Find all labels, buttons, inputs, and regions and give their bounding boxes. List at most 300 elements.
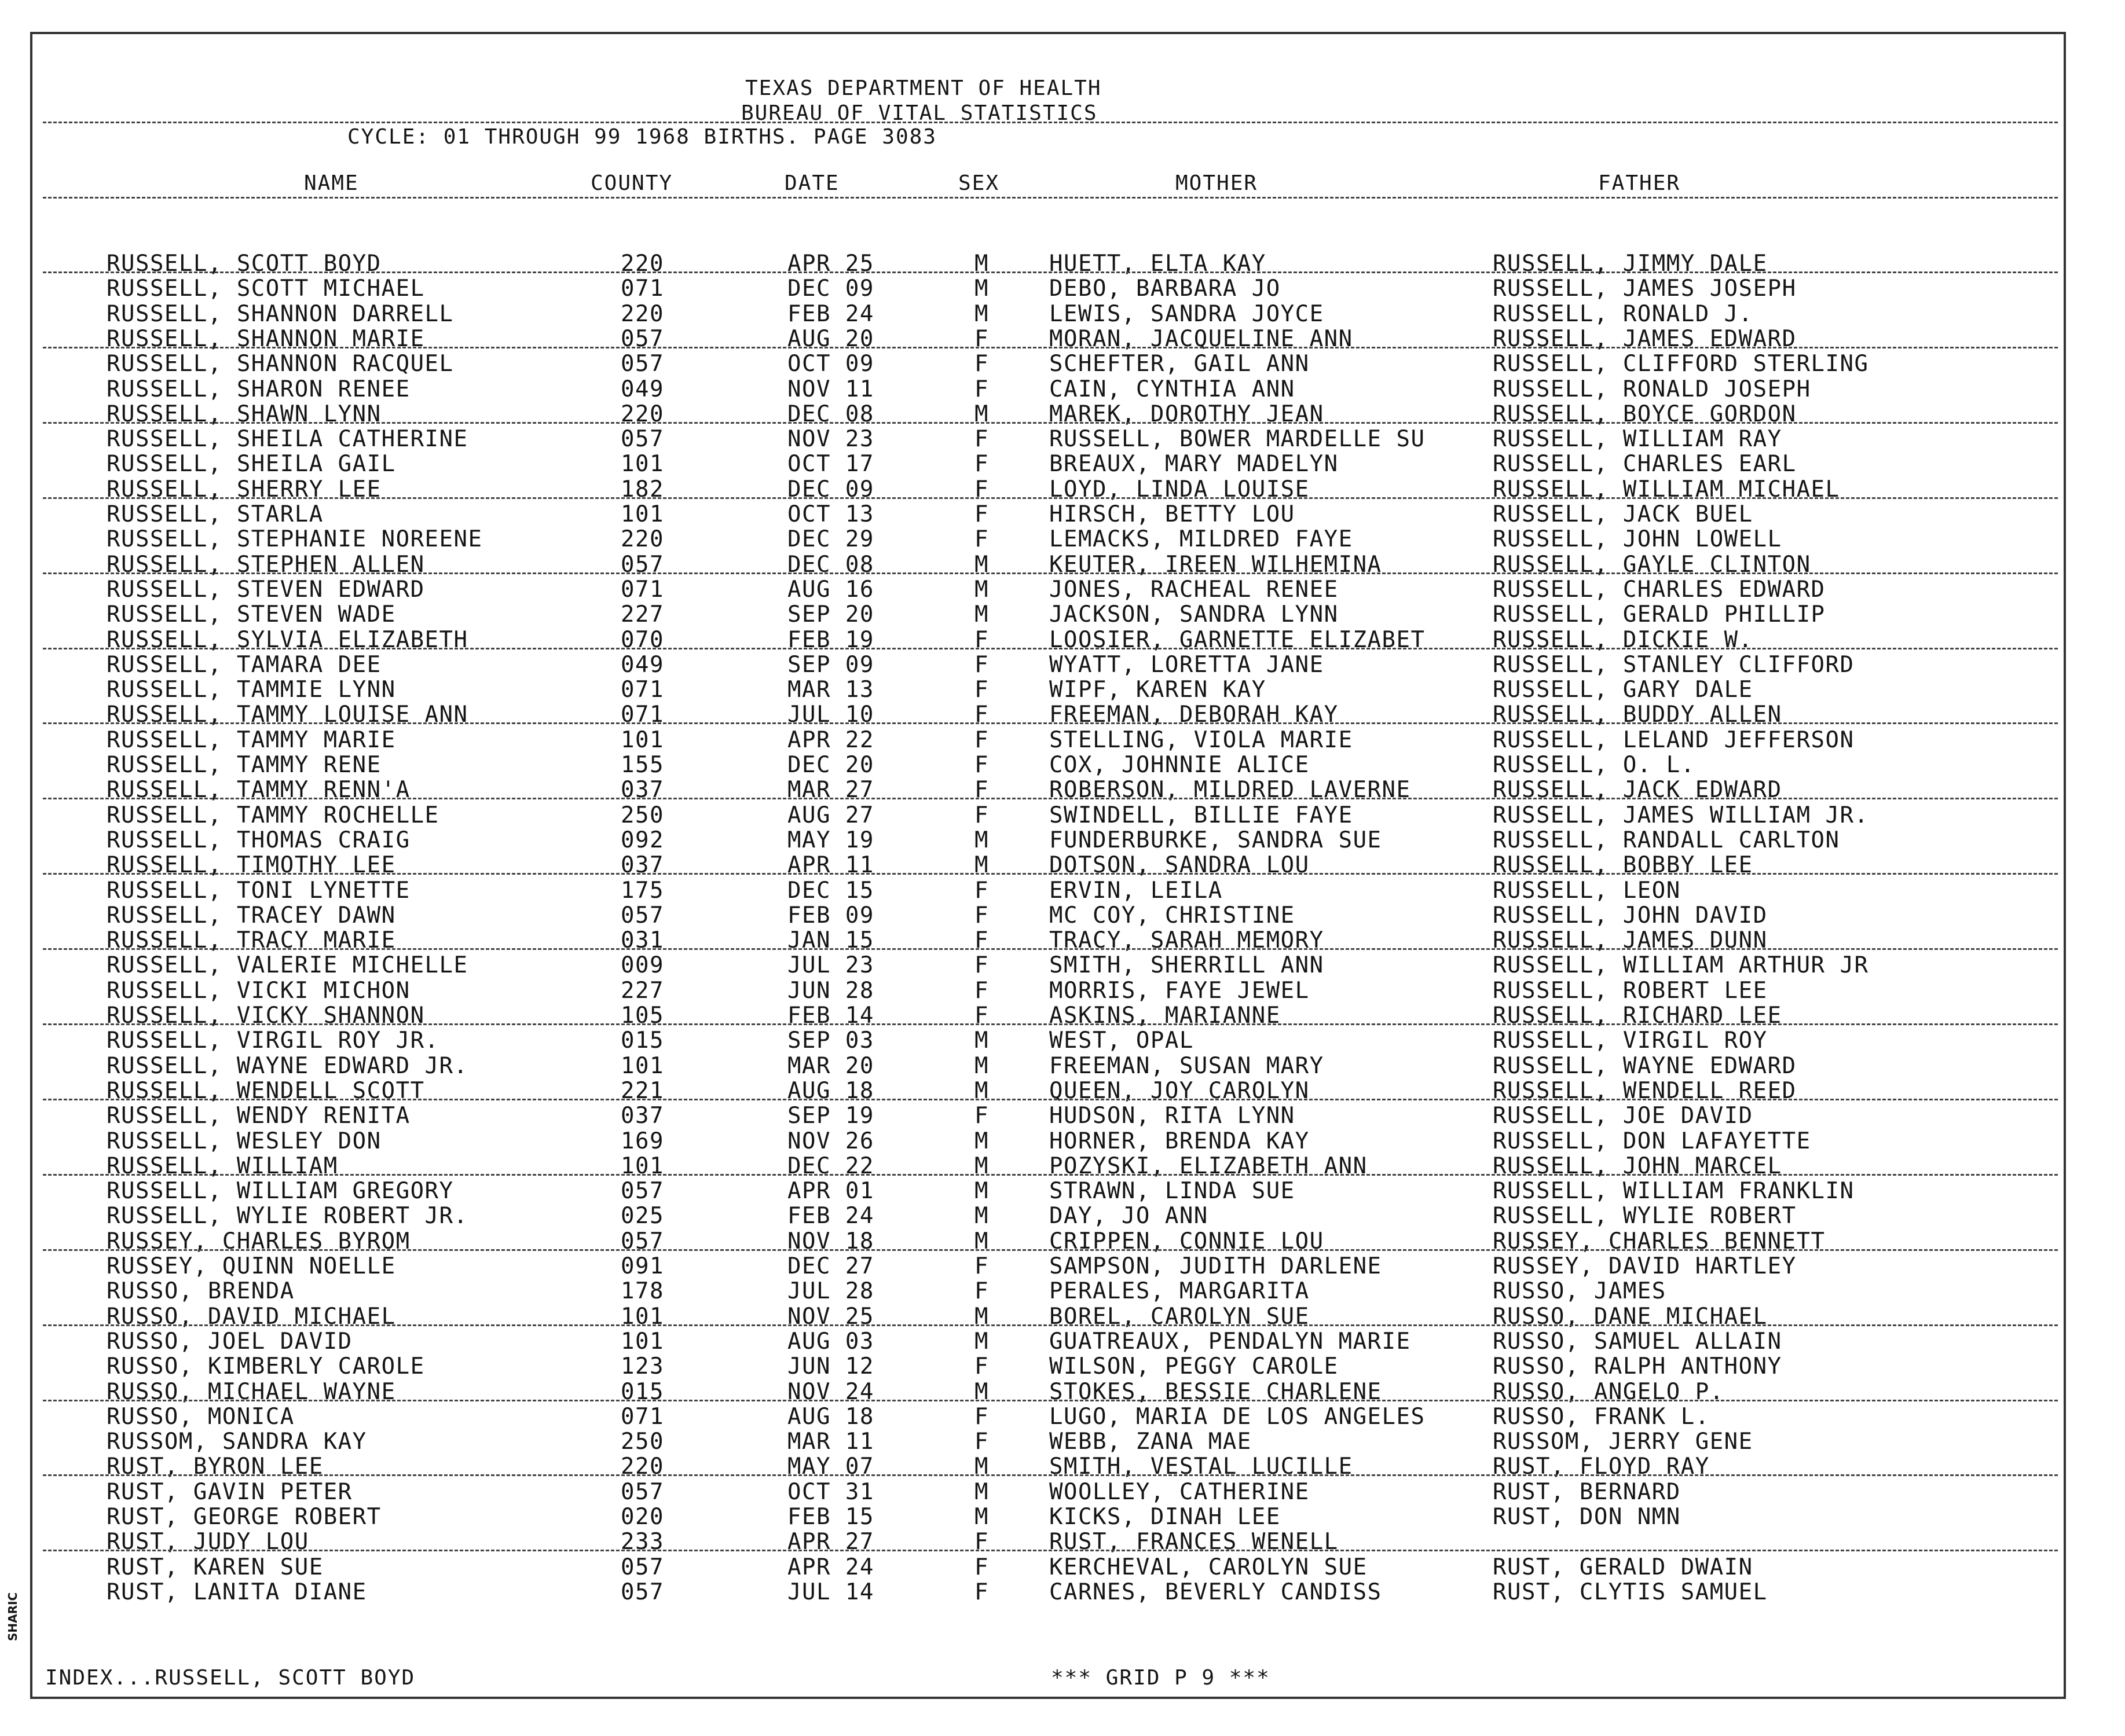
table-row xyxy=(0,1053,2125,1078)
cell-name: RUSSEY, QUINN NOELLE xyxy=(107,1253,396,1279)
table-row xyxy=(0,251,2125,276)
cell-date: JUL 28 xyxy=(787,1278,874,1304)
cell-date: MAR 27 xyxy=(787,777,874,803)
row-group-divider xyxy=(43,497,2058,499)
cell-sex: F xyxy=(974,752,989,778)
table-row xyxy=(0,1529,2125,1554)
cell-date: MAY 19 xyxy=(787,827,874,853)
cell-name: RUSSELL, TAMARA DEE xyxy=(107,652,382,678)
cell-sex: F xyxy=(974,376,989,402)
cell-mother: CRIPPEN, CONNIE LOU xyxy=(1049,1228,1324,1254)
cell-county: 071 xyxy=(621,702,664,728)
cell-father: RUSSELL, VIRGIL ROY xyxy=(1493,1027,1768,1054)
cell-sex: M xyxy=(974,1053,989,1079)
cell-name: RUSSELL, TAMMY ROCHELLE xyxy=(107,802,439,828)
cell-father: RUST, DON NMN xyxy=(1493,1504,1681,1530)
cell-sex: F xyxy=(974,1404,989,1430)
row-group-divider xyxy=(43,722,2058,724)
cell-county: 227 xyxy=(621,978,664,1004)
cell-name: RUST, GAVIN PETER xyxy=(107,1479,353,1505)
cell-mother: MORRIS, FAYE JEWEL xyxy=(1049,978,1310,1004)
cell-father: RUST, GERALD DWAIN xyxy=(1493,1554,1753,1580)
cell-county: 049 xyxy=(621,652,664,678)
cell-date: JUN 12 xyxy=(787,1353,874,1379)
table-row xyxy=(0,1203,2125,1228)
table-row xyxy=(0,526,2125,551)
cell-father: RUSSO, ANGELO P. xyxy=(1493,1379,1724,1405)
table-row xyxy=(0,727,2125,752)
cell-date: MAR 20 xyxy=(787,1053,874,1079)
cell-name: RUSSELL, TRACEY DAWN xyxy=(107,902,396,928)
cell-county: 071 xyxy=(621,276,664,302)
cell-county: 015 xyxy=(621,1379,664,1405)
cell-father: RUSSO, FRANK L. xyxy=(1493,1404,1710,1430)
cell-county: 037 xyxy=(621,852,664,878)
cell-sex: F xyxy=(974,1103,989,1129)
cell-mother: SAMPSON, JUDITH DARLENE xyxy=(1049,1253,1382,1279)
table-row xyxy=(0,827,2125,852)
cell-name: RUSSELL, WILLIAM xyxy=(107,1153,338,1179)
cell-name: RUST, BYRON LEE xyxy=(107,1454,324,1480)
cell-father: RUSSELL, JOHN MARCEL xyxy=(1493,1153,1782,1179)
side-stamp: SHARIC xyxy=(6,1592,20,1641)
cell-sex: F xyxy=(974,451,989,477)
cell-mother: WEBB, ZANA MAE xyxy=(1049,1429,1252,1455)
cell-name: RUSSO, DAVID MICHAEL xyxy=(107,1304,396,1330)
cell-sex: F xyxy=(974,677,989,703)
cell-father: RUSSELL, RONALD JOSEPH xyxy=(1493,376,1811,402)
table-row xyxy=(0,1554,2125,1579)
cell-name: RUSSELL, VICKY SHANNON xyxy=(107,1003,425,1029)
cell-sex: F xyxy=(974,1529,989,1555)
cell-date: OCT 13 xyxy=(787,501,874,527)
cell-mother: LEMACKS, MILDRED FAYE xyxy=(1049,526,1353,552)
row-group-divider xyxy=(43,798,2058,799)
cell-father: RUSSELL, JOHN DAVID xyxy=(1493,902,1768,928)
footer-index: INDEX...RUSSELL, SCOTT BOYD xyxy=(45,1666,416,1690)
table-row xyxy=(0,952,2125,977)
cell-father: RUSSELL, JAMES DUNN xyxy=(1493,927,1768,953)
cell-mother: RUST, FRANCES WENELL xyxy=(1049,1529,1339,1555)
cell-sex: F xyxy=(974,1253,989,1279)
cell-date: SEP 09 xyxy=(787,652,874,678)
cell-county: 175 xyxy=(621,878,664,904)
cell-mother: TRACY, SARAH MEMORY xyxy=(1049,927,1324,953)
cell-father: RUSSELL, WYLIE ROBERT xyxy=(1493,1203,1797,1229)
col-header-sex: SEX xyxy=(958,171,1000,195)
row-group-divider xyxy=(43,1474,2058,1476)
cell-father: RUSSELL, RICHARD LEE xyxy=(1493,1003,1782,1029)
cell-county: 227 xyxy=(621,601,664,627)
cell-mother: WOOLLEY, CATHERINE xyxy=(1049,1479,1310,1505)
cell-sex: M xyxy=(974,1379,989,1405)
cell-name: RUSSO, MONICA xyxy=(107,1404,295,1430)
cell-county: 092 xyxy=(621,827,664,853)
cell-date: DEC 08 xyxy=(787,552,874,578)
table-row xyxy=(0,501,2125,526)
row-group-divider xyxy=(43,271,2058,273)
header-agency: TEXAS DEPARTMENT OF HEALTH xyxy=(745,76,1102,100)
cell-father: RUSSELL, BOBBY LEE xyxy=(1493,852,1753,878)
cell-sex: M xyxy=(974,1228,989,1254)
cell-date: FEB 24 xyxy=(787,1203,874,1229)
cell-sex: M xyxy=(974,1153,989,1179)
cell-name: RUSSELL, VIRGIL ROY JR. xyxy=(107,1027,439,1054)
footer-grid: *** GRID P 9 *** xyxy=(1051,1666,1270,1690)
cell-father: RUSSELL, JACK EDWARD xyxy=(1493,777,1782,803)
table-row xyxy=(0,1153,2125,1178)
cell-father: RUSSELL, JAMES WILLIAM JR. xyxy=(1493,802,1869,828)
cell-father: RUSSELL, JACK BUEL xyxy=(1493,501,1753,527)
cell-date: JUL 10 xyxy=(787,702,874,728)
cell-name: RUSSOM, SANDRA KAY xyxy=(107,1429,367,1455)
cell-name: RUSSO, BRENDA xyxy=(107,1278,295,1304)
cell-date: FEB 19 xyxy=(787,627,874,653)
cell-date: DEC 09 xyxy=(787,476,874,502)
cell-father: RUSSO, DANE MICHAEL xyxy=(1493,1304,1768,1330)
table-row xyxy=(0,1479,2125,1504)
cell-name: RUSSELL, WILLIAM GREGORY xyxy=(107,1178,454,1204)
cell-county: 220 xyxy=(621,526,664,552)
cell-sex: M xyxy=(974,1027,989,1054)
cell-date: JUL 23 xyxy=(787,952,874,978)
cell-sex: M xyxy=(974,1128,989,1154)
cell-county: 009 xyxy=(621,952,664,978)
cell-mother: STELLING, VIOLA MARIE xyxy=(1049,727,1353,753)
cell-mother: BREAUX, MARY MADELYN xyxy=(1049,451,1339,477)
cell-county: 101 xyxy=(621,501,664,527)
cell-sex: M xyxy=(974,401,989,427)
table-row xyxy=(0,401,2125,426)
col-header-father: FATHER xyxy=(1598,171,1681,195)
cell-name: RUSSELL, VALERIE MICHELLE xyxy=(107,952,468,978)
cell-father: RUSSELL, ROBERT LEE xyxy=(1493,978,1768,1004)
cell-mother: LUGO, MARIA DE LOS ANGELES xyxy=(1049,1404,1426,1430)
cell-father: RUSSELL, O. L. xyxy=(1493,752,1695,778)
cell-mother: LOYD, LINDA LOUISE xyxy=(1049,476,1310,502)
cell-date: MAR 11 xyxy=(787,1429,874,1455)
cell-date: JAN 15 xyxy=(787,927,874,953)
cell-date: APR 01 xyxy=(787,1178,874,1204)
cell-date: DEC 29 xyxy=(787,526,874,552)
cell-name: RUSSELL, SHANNON RACQUEL xyxy=(107,351,454,377)
cell-mother: JONES, RACHEAL RENEE xyxy=(1049,577,1339,603)
row-group-divider xyxy=(43,347,2058,348)
cell-name: RUST, JUDY LOU xyxy=(107,1529,309,1555)
cell-county: 057 xyxy=(621,351,664,377)
table-row xyxy=(0,1103,2125,1128)
cell-date: FEB 09 xyxy=(787,902,874,928)
cell-sex: F xyxy=(974,777,989,803)
table-row xyxy=(0,1353,2125,1378)
cell-county: 070 xyxy=(621,627,664,653)
cell-mother: KICKS, DINAH LEE xyxy=(1049,1504,1281,1530)
cell-date: DEC 08 xyxy=(787,401,874,427)
cell-mother: HORNER, BRENDA KAY xyxy=(1049,1128,1310,1154)
header-divider xyxy=(43,122,2058,123)
table-row xyxy=(0,1128,2125,1153)
cell-county: 155 xyxy=(621,752,664,778)
row-group-divider xyxy=(43,572,2058,574)
cell-county: 169 xyxy=(621,1128,664,1154)
cell-name: RUSSELL, TRACY MARIE xyxy=(107,927,396,953)
table-row xyxy=(0,702,2125,726)
table-row xyxy=(0,1178,2125,1203)
cell-name: RUSSELL, SHAWN LYNN xyxy=(107,401,382,427)
cell-sex: F xyxy=(974,351,989,377)
cell-father: RUST, BERNARD xyxy=(1493,1479,1681,1505)
cell-sex: M xyxy=(974,852,989,878)
cell-father: RUSSELL, GARY DALE xyxy=(1493,677,1753,703)
cell-date: DEC 15 xyxy=(787,878,874,904)
cell-county: 020 xyxy=(621,1504,664,1530)
cell-date: FEB 24 xyxy=(787,301,874,327)
cell-mother: KERCHEVAL, CAROLYN SUE xyxy=(1049,1554,1368,1580)
cell-father: RUSSELL, WENDELL REED xyxy=(1493,1078,1797,1104)
cell-name: RUSSELL, SHANNON MARIE xyxy=(107,326,425,352)
cell-sex: M xyxy=(974,1203,989,1229)
cell-mother: SCHEFTER, GAIL ANN xyxy=(1049,351,1310,377)
cell-mother: QUEEN, JOY CAROLYN xyxy=(1049,1078,1310,1104)
col-header-date: DATE xyxy=(785,171,840,195)
cell-mother: BOREL, CAROLYN SUE xyxy=(1049,1304,1310,1330)
cell-date: AUG 16 xyxy=(787,577,874,603)
cell-sex: F xyxy=(974,927,989,953)
table-row xyxy=(0,1328,2125,1353)
cell-mother: ROBERSON, MILDRED LAVERNE xyxy=(1049,777,1411,803)
cell-date: NOV 23 xyxy=(787,426,874,452)
cell-sex: F xyxy=(974,952,989,978)
table-row xyxy=(0,351,2125,376)
cell-mother: FREEMAN, DEBORAH KAY xyxy=(1049,702,1339,728)
table-row xyxy=(0,978,2125,1003)
cell-sex: F xyxy=(974,426,989,452)
cell-name: RUSSELL, TIMOTHY LEE xyxy=(107,852,396,878)
cell-sex: F xyxy=(974,652,989,678)
cell-sex: F xyxy=(974,978,989,1004)
cell-mother: HUETT, ELTA KAY xyxy=(1049,251,1266,277)
row-group-divider xyxy=(43,1550,2058,1551)
cell-father: RUSSELL, JOE DAVID xyxy=(1493,1103,1753,1129)
cell-county: 101 xyxy=(621,1053,664,1079)
col-header-mother: MOTHER xyxy=(1175,171,1258,195)
cell-mother: HUDSON, RITA LYNN xyxy=(1049,1103,1295,1129)
cell-father: RUST, CLYTIS SAMUEL xyxy=(1493,1579,1768,1605)
table-row xyxy=(0,777,2125,802)
cell-county: 071 xyxy=(621,1404,664,1430)
cell-date: AUG 20 xyxy=(787,326,874,352)
cell-mother: FUNDERBURKE, SANDRA SUE xyxy=(1049,827,1382,853)
cell-date: DEC 20 xyxy=(787,752,874,778)
row-group-divider xyxy=(43,1099,2058,1100)
table-row xyxy=(0,1404,2125,1429)
table-row xyxy=(0,1504,2125,1529)
cell-date: APR 11 xyxy=(787,852,874,878)
table-row xyxy=(0,601,2125,626)
table-row xyxy=(0,426,2125,451)
cell-sex: F xyxy=(974,1429,989,1455)
cell-county: 091 xyxy=(621,1253,664,1279)
table-row xyxy=(0,552,2125,577)
cell-date: SEP 20 xyxy=(787,601,874,627)
cell-sex: F xyxy=(974,476,989,502)
cell-sex: M xyxy=(974,251,989,277)
cell-father: RUSSOM, JERRY GENE xyxy=(1493,1429,1753,1455)
cell-date: FEB 15 xyxy=(787,1504,874,1530)
cell-date: AUG 27 xyxy=(787,802,874,828)
cell-mother: KEUTER, IREEN WILHEMINA xyxy=(1049,552,1382,578)
cell-sex: F xyxy=(974,526,989,552)
cell-mother: DAY, JO ANN xyxy=(1049,1203,1208,1229)
cell-date: NOV 25 xyxy=(787,1304,874,1330)
cell-sex: F xyxy=(974,802,989,828)
col-header-county: COUNTY xyxy=(591,171,673,195)
table-row xyxy=(0,1429,2125,1454)
cell-county: 071 xyxy=(621,677,664,703)
cell-name: RUSSELL, WENDY RENITA xyxy=(107,1103,411,1129)
cell-mother: CAIN, CYNTHIA ANN xyxy=(1049,376,1295,402)
cell-father: RUSSEY, CHARLES BENNETT xyxy=(1493,1228,1826,1254)
table-row xyxy=(0,276,2125,300)
table-row xyxy=(0,577,2125,601)
cell-date: AUG 18 xyxy=(787,1078,874,1104)
cell-father: RUSSO, RALPH ANTHONY xyxy=(1493,1353,1782,1379)
cell-date: JUL 14 xyxy=(787,1579,874,1605)
cell-county: 049 xyxy=(621,376,664,402)
cell-sex: F xyxy=(974,1353,989,1379)
cell-county: 182 xyxy=(621,476,664,502)
cell-county: 101 xyxy=(621,1328,664,1355)
cell-name: RUSSELL, WESLEY DON xyxy=(107,1128,382,1154)
cell-name: RUST, KAREN SUE xyxy=(107,1554,324,1580)
cell-sex: M xyxy=(974,301,989,327)
cell-name: RUST, LANITA DIANE xyxy=(107,1579,367,1605)
cell-name: RUSSEY, CHARLES BYROM xyxy=(107,1228,411,1254)
cell-name: RUSSELL, TAMMIE LYNN xyxy=(107,677,396,703)
cell-mother: LEWIS, SANDRA JOYCE xyxy=(1049,301,1324,327)
cell-sex: M xyxy=(974,1078,989,1104)
cell-sex: F xyxy=(974,878,989,904)
cell-mother: ERVIN, LEILA xyxy=(1049,878,1223,904)
table-row xyxy=(0,326,2125,351)
cell-date: DEC 27 xyxy=(787,1253,874,1279)
cell-mother: FREEMAN, SUSAN MARY xyxy=(1049,1053,1324,1079)
table-row xyxy=(0,878,2125,902)
cell-father: RUSSELL, BUDDY ALLEN xyxy=(1493,702,1782,728)
row-group-divider xyxy=(43,1400,2058,1401)
cell-county: 105 xyxy=(621,1003,664,1029)
cell-father: RUSSELL, JIMMY DALE xyxy=(1493,251,1768,277)
cell-father: RUSSELL, WAYNE EDWARD xyxy=(1493,1053,1797,1079)
table-row xyxy=(0,752,2125,777)
cell-county: 250 xyxy=(621,1429,664,1455)
cell-county: 025 xyxy=(621,1203,664,1229)
cell-mother: GUATREAUX, PENDALYN MARIE xyxy=(1049,1328,1411,1355)
cell-mother: COX, JOHNNIE ALICE xyxy=(1049,752,1310,778)
cell-date: AUG 18 xyxy=(787,1404,874,1430)
table-row xyxy=(0,652,2125,677)
cell-father: RUSSELL, RONALD J. xyxy=(1493,301,1753,327)
cell-mother: STRAWN, LINDA SUE xyxy=(1049,1178,1295,1204)
cell-mother: ASKINS, MARIANNE xyxy=(1049,1003,1281,1029)
cell-sex: F xyxy=(974,1579,989,1605)
row-group-divider xyxy=(43,1249,2058,1251)
cell-father: RUSSELL, LELAND JEFFERSON xyxy=(1493,727,1855,753)
cell-mother: SMITH, VESTAL LUCILLE xyxy=(1049,1454,1353,1480)
cell-date: DEC 09 xyxy=(787,276,874,302)
cell-sex: F xyxy=(974,1278,989,1304)
cell-mother: RUSSELL, BOWER MARDELLE SU xyxy=(1049,426,1426,452)
cell-date: OCT 09 xyxy=(787,351,874,377)
cell-name: RUSSELL, TAMMY LOUISE ANN xyxy=(107,702,468,728)
cell-mother: JACKSON, SANDRA LYNN xyxy=(1049,601,1339,627)
table-row xyxy=(0,802,2125,827)
cell-sex: M xyxy=(974,1504,989,1530)
cell-father: RUSSEY, DAVID HARTLEY xyxy=(1493,1253,1797,1279)
cell-father: RUSSELL, STANLEY CLIFFORD xyxy=(1493,652,1855,678)
cell-county: 057 xyxy=(621,1579,664,1605)
cell-father: RUSSELL, CLIFFORD STERLING xyxy=(1493,351,1869,377)
cell-father: RUST, FLOYD RAY xyxy=(1493,1454,1710,1480)
cell-name: RUSSELL, SHANNON DARRELL xyxy=(107,301,454,327)
cell-county: 037 xyxy=(621,1103,664,1129)
cell-name: RUSSELL, STEVEN EDWARD xyxy=(107,577,425,603)
cell-date: AUG 03 xyxy=(787,1328,874,1355)
cell-date: NOV 18 xyxy=(787,1228,874,1254)
cell-date: OCT 17 xyxy=(787,451,874,477)
cell-county: 220 xyxy=(621,251,664,277)
table-row xyxy=(0,376,2125,401)
cell-sex: M xyxy=(974,601,989,627)
cell-name: RUSSELL, WAYNE EDWARD JR. xyxy=(107,1053,468,1079)
cell-mother: LOOSIER, GARNETTE ELIZABET xyxy=(1049,627,1426,653)
cell-name: RUSSELL, TAMMY RENE xyxy=(107,752,382,778)
cell-father: RUSSELL, CHARLES EARL xyxy=(1493,451,1797,477)
cell-mother: WILSON, PEGGY CAROLE xyxy=(1049,1353,1339,1379)
cell-sex: M xyxy=(974,552,989,578)
cell-county: 015 xyxy=(621,1027,664,1054)
cell-date: NOV 24 xyxy=(787,1379,874,1405)
cell-name: RUSSELL, STARLA xyxy=(107,501,324,527)
table-row xyxy=(0,927,2125,952)
table-row xyxy=(0,852,2125,877)
cell-father: RUSSELL, RANDALL CARLTON xyxy=(1493,827,1840,853)
cell-sex: M xyxy=(974,1304,989,1330)
cell-name: RUSSELL, STEPHEN ALLEN xyxy=(107,552,425,578)
cell-date: JUN 28 xyxy=(787,978,874,1004)
cell-father: RUSSELL, JOHN LOWELL xyxy=(1493,526,1782,552)
table-row xyxy=(0,301,2125,326)
cell-date: APR 25 xyxy=(787,251,874,277)
table-row xyxy=(0,677,2125,702)
table-row xyxy=(0,1278,2125,1303)
cell-sex: F xyxy=(974,702,989,728)
cell-sex: F xyxy=(974,326,989,352)
cell-name: RUSSELL, STEVEN WADE xyxy=(107,601,396,627)
cell-county: 057 xyxy=(621,1479,664,1505)
cell-county: 233 xyxy=(621,1529,664,1555)
cell-name: RUST, GEORGE ROBERT xyxy=(107,1504,382,1530)
cell-mother: WIPF, KAREN KAY xyxy=(1049,677,1266,703)
cell-county: 101 xyxy=(621,1304,664,1330)
cell-mother: DOTSON, SANDRA LOU xyxy=(1049,852,1310,878)
cell-name: RUSSELL, SCOTT MICHAEL xyxy=(107,276,425,302)
cell-father: RUSSELL, JAMES JOSEPH xyxy=(1493,276,1797,302)
cell-sex: M xyxy=(974,1454,989,1480)
table-row xyxy=(0,1253,2125,1278)
cell-date: APR 24 xyxy=(787,1554,874,1580)
cell-name: RUSSO, JOEL DAVID xyxy=(107,1328,353,1355)
